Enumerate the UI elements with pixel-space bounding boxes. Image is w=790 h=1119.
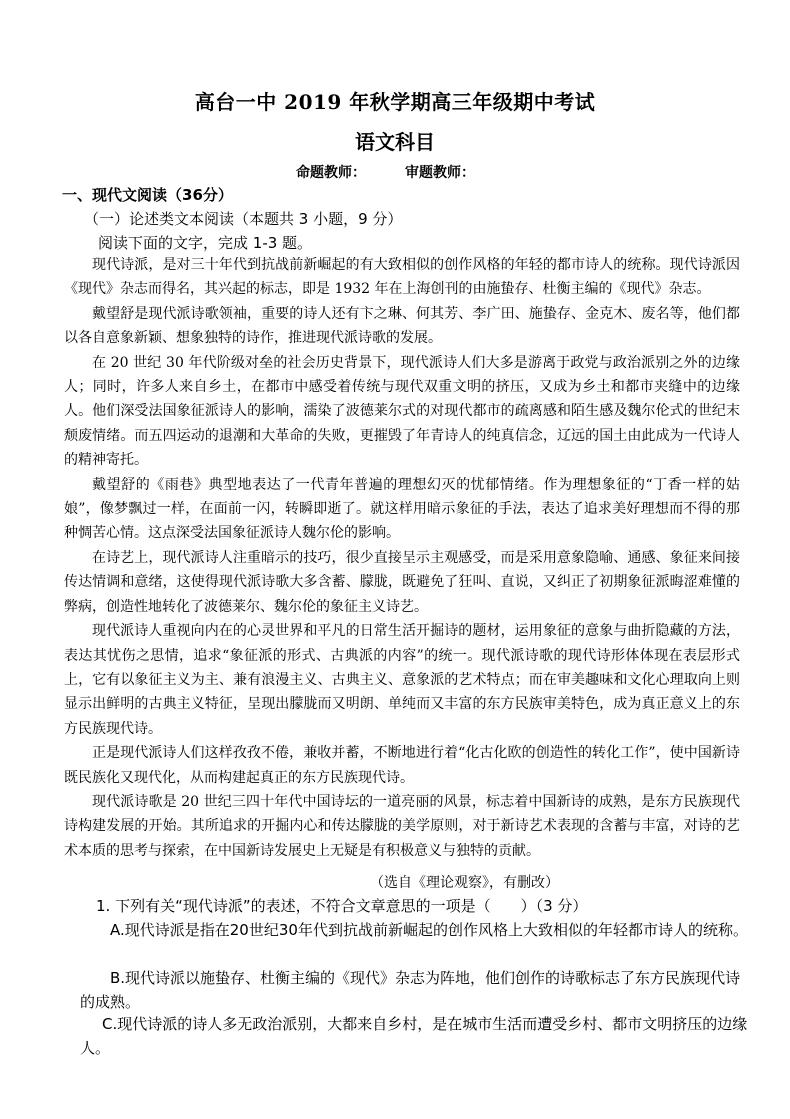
passage-paragraph: 在 20 世纪 30 年代阶级对垒的社会历史背景下，现代派诗人们大多是游离于政党与政治派别之外的边缘人；同时，许多人来自乡土，在都市中感受着传统与现代双重文明的挤压，又成为乡土和都市夹缝中的边缘人。他们深受法国象征派诗人的影响，濡染了波德莱尔式的对现代都市的疏离感和陌生感及魏尔伦式的世纪末颓废情绪。而五四运动的退潮和大革命的失败，更摧毁了年青诗人的纯真信念，辽远的国土由此成为一代诗人的精神寄托。: [64, 354, 740, 469]
passage-paragraph: 戴望舒是现代派诗歌领袖，重要的诗人还有卞之琳、何其芳、李广田、施蛰存、金克木、废名等，他们都以各自意象新颖、想象独特的诗作，推进现代派诗歌的发展。: [64, 305, 740, 347]
instruction: 阅读下面的文字，完成 1-3 题。: [98, 234, 313, 252]
passage-paragraph: 正是现代派诗人们这样孜孜不倦，兼收并蓄，不断地进行着“化古化欧的创造性的转化工作”，使中国新诗既民族化又现代化，从而构建起真正的东方民族现代诗。: [64, 745, 740, 786]
question-stem: 1. 下列有关“现代诗派”的表述，不符合文章意思的一项是（ ）（3 分）: [96, 897, 588, 915]
teachers-line: 命题教师： 审题教师：: [296, 165, 475, 181]
passage-paragraph: 现代派诗歌是 20 世纪三四十年代中国诗坛的一道亮丽的风景，标志着中国新诗的成熟，是东方民族现代诗构建发展的开始。其所追求的开掘内心和传达朦胧的美学原则，对于新诗艺术表现的含蓄与丰富，对诗的艺术本质的思考与探索，在中国新诗发展史上无疑是有积极意义与独特的贡献。: [64, 793, 740, 859]
option-c: C.现代诗派的诗人多无政治派别，大都来自乡村，是在城市生活而遭受乡村、都市文明挤压的边缘人。: [80, 1015, 748, 1057]
exam-title: 高台一中 2019 年秋学期高三年级期中考试: [194, 90, 596, 114]
passage-source: （选自《理论观察》，有删改）: [370, 875, 559, 891]
option-a: A.现代诗派是指在20世纪30年代到抗战前新崛起的创作风格上大致相似的年轻都市诗人的统称。: [110, 921, 748, 939]
passage-paragraph: 现代诗派，是对三十年代到抗战前新崛起的有大致相似的创作风格的年轻的都市诗人的统称。现代诗派因《现代》杂志而得名，其兴起的标志，即是 1932 年在上海创刊的由施蛰存、杜衡主编的《现代》杂志。: [64, 257, 740, 298]
passage-paragraph: 在诗艺上，现代派诗人注重暗示的技巧，很少直接呈示主观感受，而是采用意象隐喻、通感、象征来间接传达情调和意绪，这使得现代派诗歌大多含蓄、朦胧，既避免了狂叫、直说，又纠正了初期象征派晦涩难懂的弊病，创造性地转化了波德莱尔、魏尔伦的象征主义诗艺。: [64, 549, 740, 615]
option-b: B.现代诗派以施蛰存、杜衡主编的《现代》杂志为阵地，他们创作的诗歌标志了东方民族现代诗的成熟。: [80, 969, 741, 1011]
passage-paragraph: 戴望舒的《雨巷》典型地表达了一代青年普遍的理想幻灭的忧郁情绪。作为理想象征的“丁香一样的姑娘”，像梦飘过一样，在面前一闪，转瞬即逝了。就这样用暗示象征的手法，表达了追求美好理想而不得的那种惆苦心情。这点深受法国象征派诗人魏尔伦的影响。: [64, 476, 740, 542]
part-heading: （一）论述类文本阅读（本题共 3 小题，9 分）: [84, 210, 403, 228]
passage-paragraph: 现代派诗人重视向内在的心灵世界和平凡的日常生活开掘诗的题材，运用象征的意象与曲折隐藏的方法，表达其忧伤之思情，追求“象征派的形式、古典派的内容”的统一。现代派诗歌的现代诗形体体现在表层形式上，它有以象征主义为主、兼有浪漫主义、古典主义、意象派的艺术特点；而在审美趣味和文化心理取向上则显示出鲜明的古典主义特征，呈现出朦胧而又明朗、单纯而又丰富的东方民族审美特色，成为真正意义上的东方民族现代诗。: [64, 623, 740, 737]
subject-title: 语文科目: [355, 130, 435, 154]
reading-passage: [64, 253, 740, 863]
section-heading: 一、现代文阅读（36分）: [62, 186, 233, 204]
